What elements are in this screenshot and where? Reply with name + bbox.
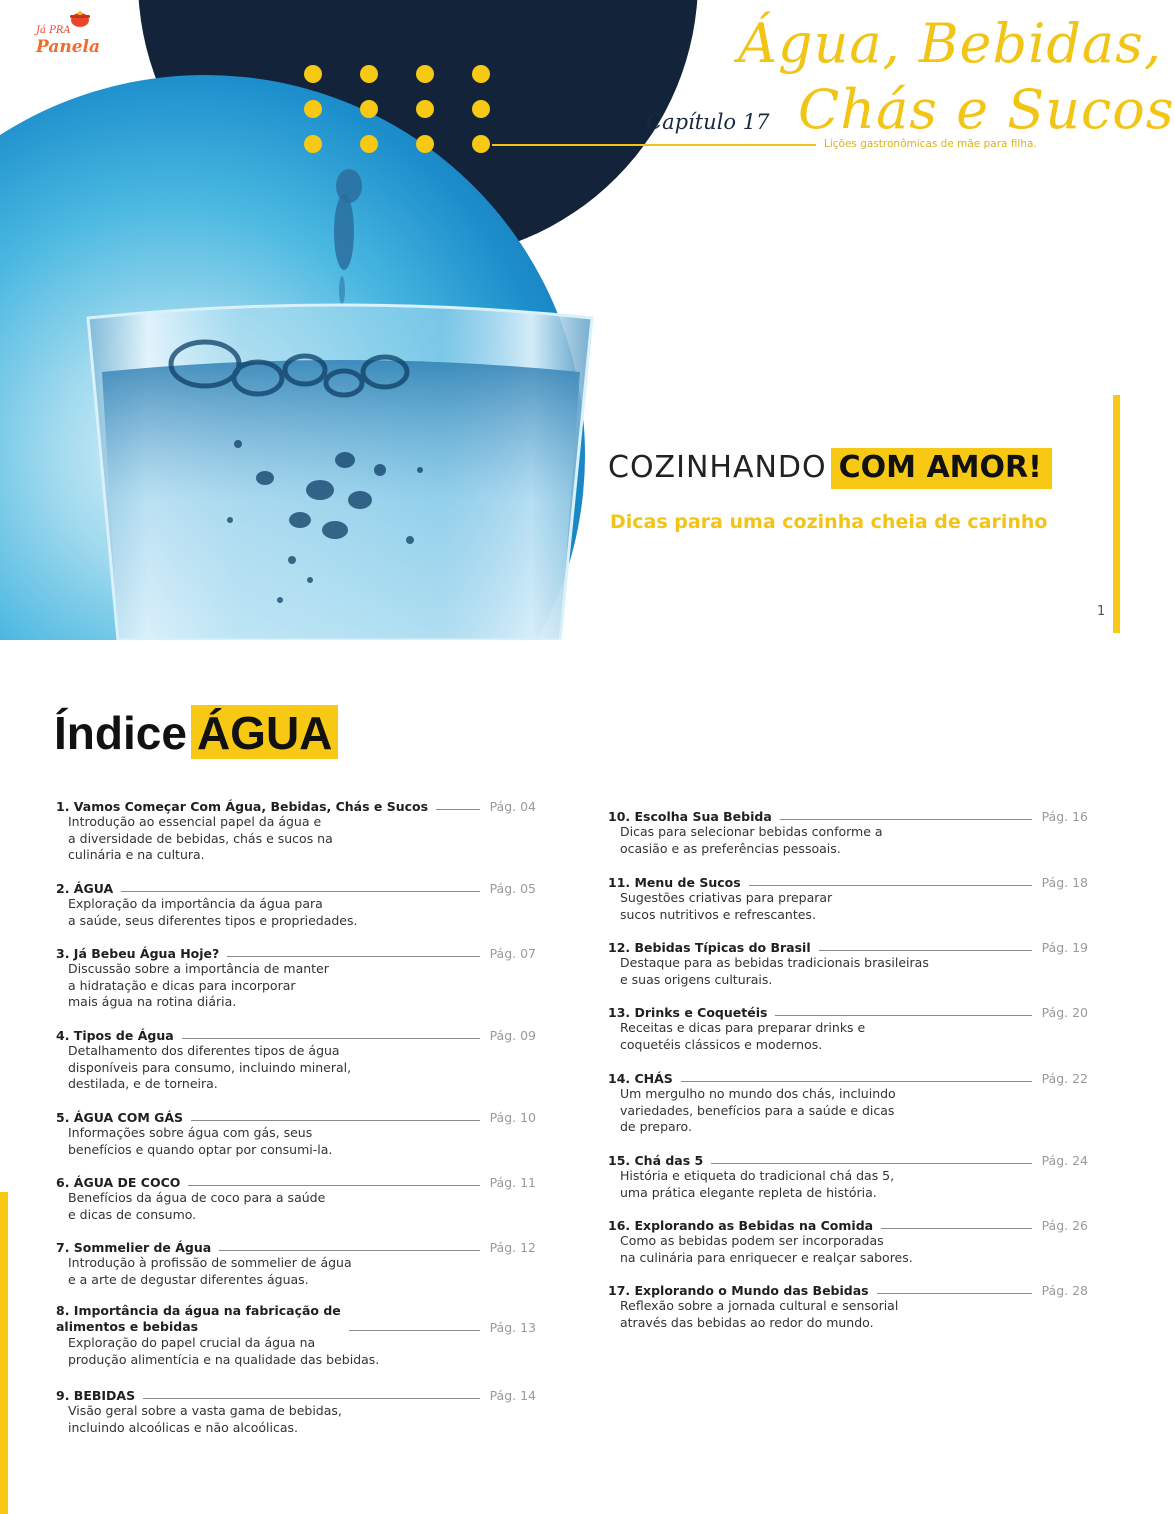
toc-entry[interactable]: 11. Menu de Sucos Pág. 18 Sugestões criativas para preparar sucos nutritivos e refrescantes. <box>608 875 1088 922</box>
logo-main-text: Panela <box>36 37 100 57</box>
index-page <box>0 640 1120 1514</box>
toc-entry[interactable]: 8. Importância da água na fabricação de alimentos e bebidas Pág. 13 Exploração do papel crucial da água na produção alimentícia e na qualidade das bebidas. <box>56 1303 536 1367</box>
toc-entry[interactable]: 12. Bebidas Típicas do Brasil Pág. 19 Destaque para as bebidas tradicionais brasileiras e suas origens culturais. <box>608 940 1088 987</box>
pot-icon <box>68 10 92 28</box>
logo-top-text: Já PRA <box>36 25 71 36</box>
toc-entry[interactable]: 6. ÁGUA DE COCO Pág. 11 Benefícios da água de coco para a saúde e dicas de consumo. <box>56 1175 536 1222</box>
page-number: 1 <box>1097 604 1106 619</box>
yellow-side-bar <box>1113 395 1120 633</box>
toc-entry[interactable]: 9. BEBIDAS Pág. 14 Visão geral sobre a vasta gama de bebidas, incluindo alcoólicas e não alcoólicas. <box>56 1388 536 1435</box>
index-title <box>54 706 338 760</box>
toc-entry[interactable]: 16. Explorando as Bebidas na Comida Pág. 26 Como as bebidas podem ser incorporadas na culinária para enriquecer e realçar sabores. <box>608 1218 1088 1265</box>
toc-entry[interactable]: 4. Tipos de Água Pág. 09 Detalhamento dos diferentes tipos de água disponíveis para consumo, incluindo mineral, destilada, e de torneira. <box>56 1028 536 1091</box>
cover-page <box>0 0 1175 640</box>
toc-entry[interactable]: 5. ÁGUA COM GÁS Pág. 10 Informações sobre água com gás, seus benefícios e quando optar por consumi-la. <box>56 1110 536 1157</box>
com-amor-highlight: COM AMOR! <box>831 448 1052 489</box>
chapter-subtitle: Lições gastronômicas de mãe para filha. <box>824 138 1037 150</box>
toc-entry[interactable]: 1. Vamos Começar Com Água, Bebidas, Chás e Sucos Pág. 04 Introdução ao essencial papel da água e a diversidade de bebidas, chás e sucos na culinária e na cultura. <box>56 799 536 862</box>
toc-entry[interactable]: 10. Escolha Sua Bebida Pág. 16 Dicas para selecionar bebidas conforme a ocasião e as preferências pessoais. <box>608 809 1088 856</box>
toc-entry[interactable]: 13. Drinks e Coquetéis Pág. 20 Receitas e dicas para preparar drinks e coquetéis clássicos e modernos. <box>608 1005 1088 1052</box>
index-title-text: Índice <box>54 707 187 759</box>
chapter-title-line2: Chás e Sucos <box>798 78 1175 141</box>
chapter-number: Capítulo 17 <box>646 110 770 134</box>
dicas-tagline: Dicas para uma cozinha cheia de carinho <box>610 511 1048 533</box>
toc-entry[interactable]: 7. Sommelier de Água Pág. 12 Introdução à profissão de sommelier de água e a arte de degustar diferentes águas. <box>56 1240 536 1287</box>
yellow-dots-grid <box>304 65 504 160</box>
toc-entry[interactable]: 3. Já Bebeu Água Hoje? Pág. 07 Discussão sobre a importância de manter a hidratação e dicas para incorporar mais água na rotina diária. <box>56 946 536 1009</box>
cozinhando-heading <box>608 450 1052 485</box>
yellow-side-bar <box>0 1192 8 1514</box>
index-title-highlight: ÁGUA <box>191 705 338 759</box>
toc-entry[interactable]: 15. Chá das 5 Pág. 24 História e etiqueta do tradicional chá das 5, uma prática elegante repleta de história. <box>608 1153 1088 1200</box>
title-underline <box>492 144 816 146</box>
toc-entry[interactable]: 2. ÁGUA Pág. 05 Exploração da importância da água para a saúde, seus diferentes tipos e propriedades. <box>56 881 536 928</box>
toc-entry[interactable]: 14. CHÁS Pág. 22 Um mergulho no mundo dos chás, incluindo variedades, benefícios para a saúde e dicas de preparo. <box>608 1071 1088 1134</box>
cozinhando-text: COZINHANDO <box>608 450 827 485</box>
ja-pra-panela-logo <box>36 10 108 60</box>
chapter-title-line1: Água, Bebidas, <box>738 12 1162 75</box>
toc-entry[interactable]: 17. Explorando o Mundo das Bebidas Pág. 28 Reflexão sobre a jornada cultural e sensorial através das bebidas ao redor do mundo. <box>608 1283 1088 1330</box>
